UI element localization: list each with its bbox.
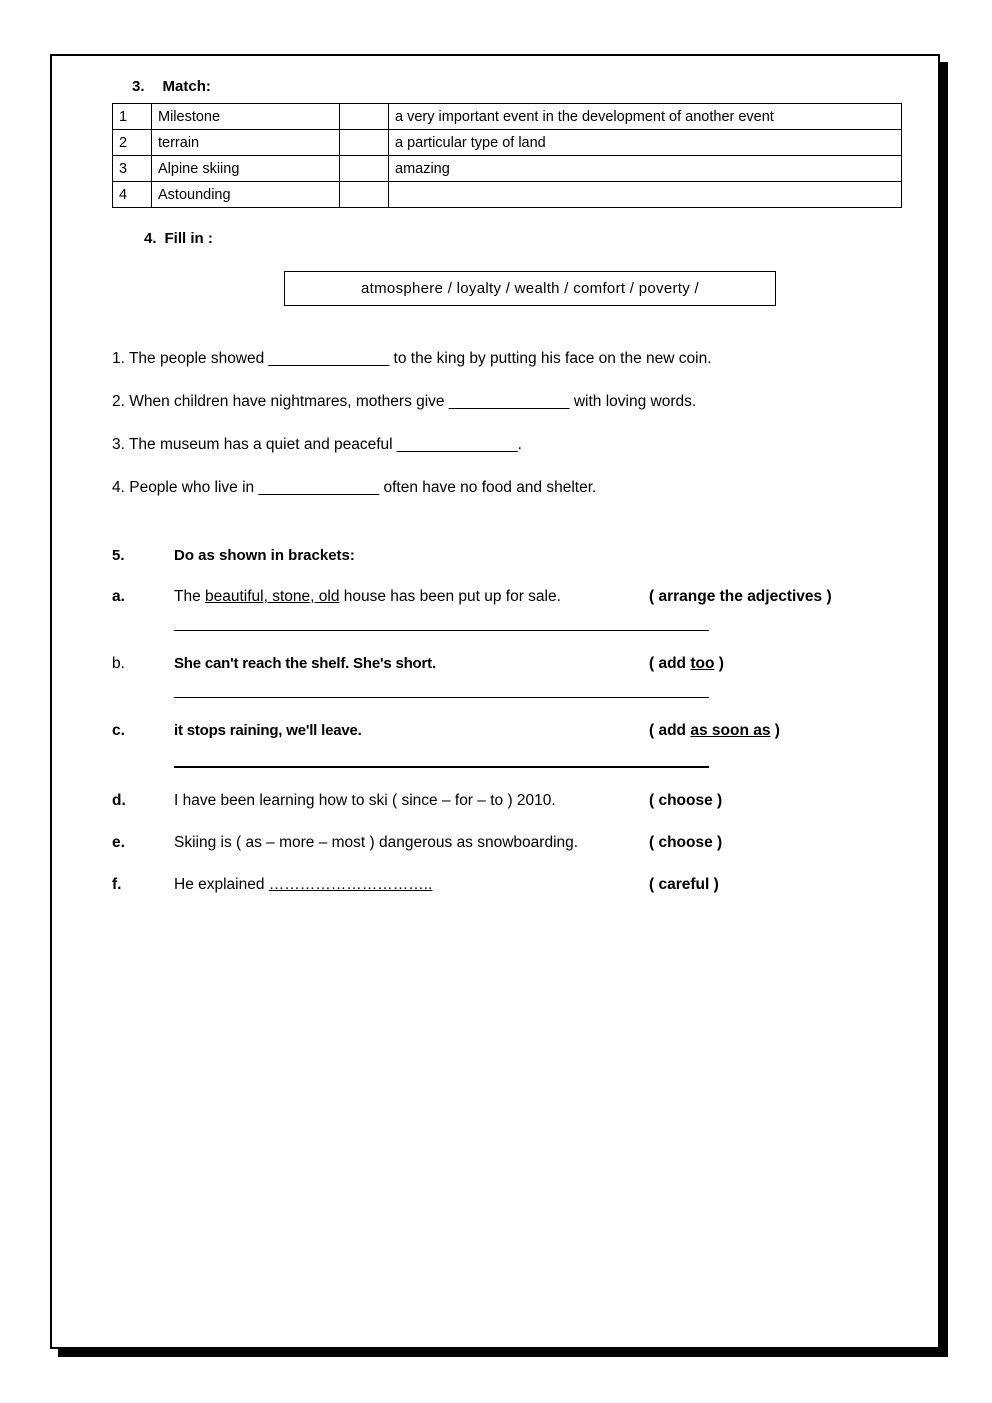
question-text-before: She can't reach the shelf. She's short. bbox=[174, 655, 436, 672]
question-label: a. bbox=[112, 588, 125, 605]
question-text-before: I have been learning how to ski ( since – for – to ) 2010. bbox=[174, 792, 556, 809]
question-text bbox=[174, 834, 649, 852]
match-row-number: 2 bbox=[113, 130, 152, 156]
instruction-underlined: too bbox=[690, 655, 715, 672]
exercise-4-heading bbox=[144, 230, 906, 247]
instruction-before: ( arrange the adjectives ) bbox=[649, 588, 832, 605]
match-row-answer-cell[interactable] bbox=[340, 156, 389, 182]
table-row bbox=[113, 130, 902, 156]
match-row-definition: a very important event in the development of another event bbox=[389, 104, 902, 130]
instruction-after: ) bbox=[770, 722, 780, 739]
match-row-number: 4 bbox=[113, 182, 152, 208]
question-label: c. bbox=[112, 722, 125, 739]
word-bank: atmosphere / loyalty / wealth / comfort / poverty / bbox=[284, 271, 776, 306]
question-text-before: it stops raining, we'll leave. bbox=[174, 722, 362, 739]
fill-in-item[interactable]: 1. The people showed ______________ to the king by putting his face on the new coin. bbox=[112, 350, 712, 367]
question-row-a bbox=[112, 588, 906, 606]
question-row-f bbox=[112, 876, 906, 894]
exercise-5-number: 5. bbox=[112, 547, 125, 564]
question-instruction bbox=[649, 655, 724, 673]
question-label: f. bbox=[112, 876, 122, 893]
exercise-3-number: 3. bbox=[132, 78, 145, 95]
question-text bbox=[174, 792, 649, 810]
instruction-underlined: as soon as bbox=[690, 722, 771, 739]
question-instruction bbox=[649, 876, 719, 894]
question-row-b bbox=[112, 655, 906, 673]
worksheet-page bbox=[50, 54, 940, 1349]
question-row-e bbox=[112, 834, 906, 852]
fill-in-item[interactable]: 3. The museum has a quiet and peaceful ______________. bbox=[112, 436, 522, 453]
question-text bbox=[174, 722, 649, 739]
question-row-c bbox=[112, 722, 906, 740]
exercise-3-title: Match: bbox=[162, 78, 211, 95]
instruction-before: ( choose ) bbox=[649, 792, 723, 809]
question-row-d bbox=[112, 792, 906, 810]
exercise-4-number: 4. bbox=[144, 230, 157, 247]
question-instruction bbox=[649, 588, 832, 606]
match-row-answer-cell[interactable] bbox=[340, 130, 389, 156]
question-text bbox=[174, 876, 649, 894]
question-label: d. bbox=[112, 792, 126, 809]
question-text-after: house has been put up for sale. bbox=[339, 588, 561, 605]
exercise-5-title: Do as shown in brackets: bbox=[174, 547, 355, 564]
question-instruction bbox=[649, 722, 780, 740]
answer-line[interactable] bbox=[174, 616, 709, 631]
match-row-number: 3 bbox=[113, 156, 152, 182]
fill-in-item[interactable]: 4. People who live in ______________ often have no food and shelter. bbox=[112, 479, 597, 496]
table-row bbox=[113, 156, 902, 182]
question-text-underlined: beautiful, stone, old bbox=[205, 588, 340, 605]
question-label: e. bbox=[112, 834, 125, 851]
question-text bbox=[174, 588, 649, 606]
match-row-word: Alpine skiing bbox=[152, 156, 340, 182]
match-row-answer-cell[interactable] bbox=[340, 182, 389, 208]
match-row-definition bbox=[389, 182, 902, 208]
table-row bbox=[113, 104, 902, 130]
fill-in-item[interactable]: 2. When children have nightmares, mothers give ______________ with loving words. bbox=[112, 393, 697, 410]
question-text bbox=[174, 655, 649, 672]
instruction-after: ) bbox=[714, 655, 724, 672]
question-instruction bbox=[649, 834, 722, 852]
exercise-4-title: Fill in : bbox=[164, 230, 213, 247]
match-table bbox=[112, 103, 902, 208]
match-row-word: Astounding bbox=[152, 182, 340, 208]
match-row-number: 1 bbox=[113, 104, 152, 130]
exercise-3-heading bbox=[132, 78, 906, 95]
answer-line[interactable] bbox=[174, 683, 709, 698]
table-row bbox=[113, 182, 902, 208]
question-text-before: Skiing is ( as – more – most ) dangerous as snowboarding. bbox=[174, 834, 579, 851]
question-label: b. bbox=[112, 655, 125, 672]
question-text-before: The bbox=[174, 588, 206, 605]
question-text-underlined[interactable]: ………………………….. bbox=[268, 876, 433, 893]
instruction-before: ( add bbox=[649, 655, 691, 672]
instruction-before: ( add bbox=[649, 722, 691, 739]
question-text-before: He explained bbox=[174, 876, 269, 893]
answer-line[interactable] bbox=[174, 752, 709, 768]
match-row-word: Milestone bbox=[152, 104, 340, 130]
instruction-before: ( choose ) bbox=[649, 834, 723, 851]
fill-in-list bbox=[112, 350, 906, 497]
match-row-answer-cell[interactable] bbox=[340, 104, 389, 130]
question-instruction bbox=[649, 792, 722, 810]
match-row-word: terrain bbox=[152, 130, 340, 156]
exercise-5-heading bbox=[112, 547, 906, 564]
instruction-before: ( careful ) bbox=[649, 876, 719, 893]
match-row-definition: amazing bbox=[389, 156, 902, 182]
match-row-definition: a particular type of land bbox=[389, 130, 902, 156]
